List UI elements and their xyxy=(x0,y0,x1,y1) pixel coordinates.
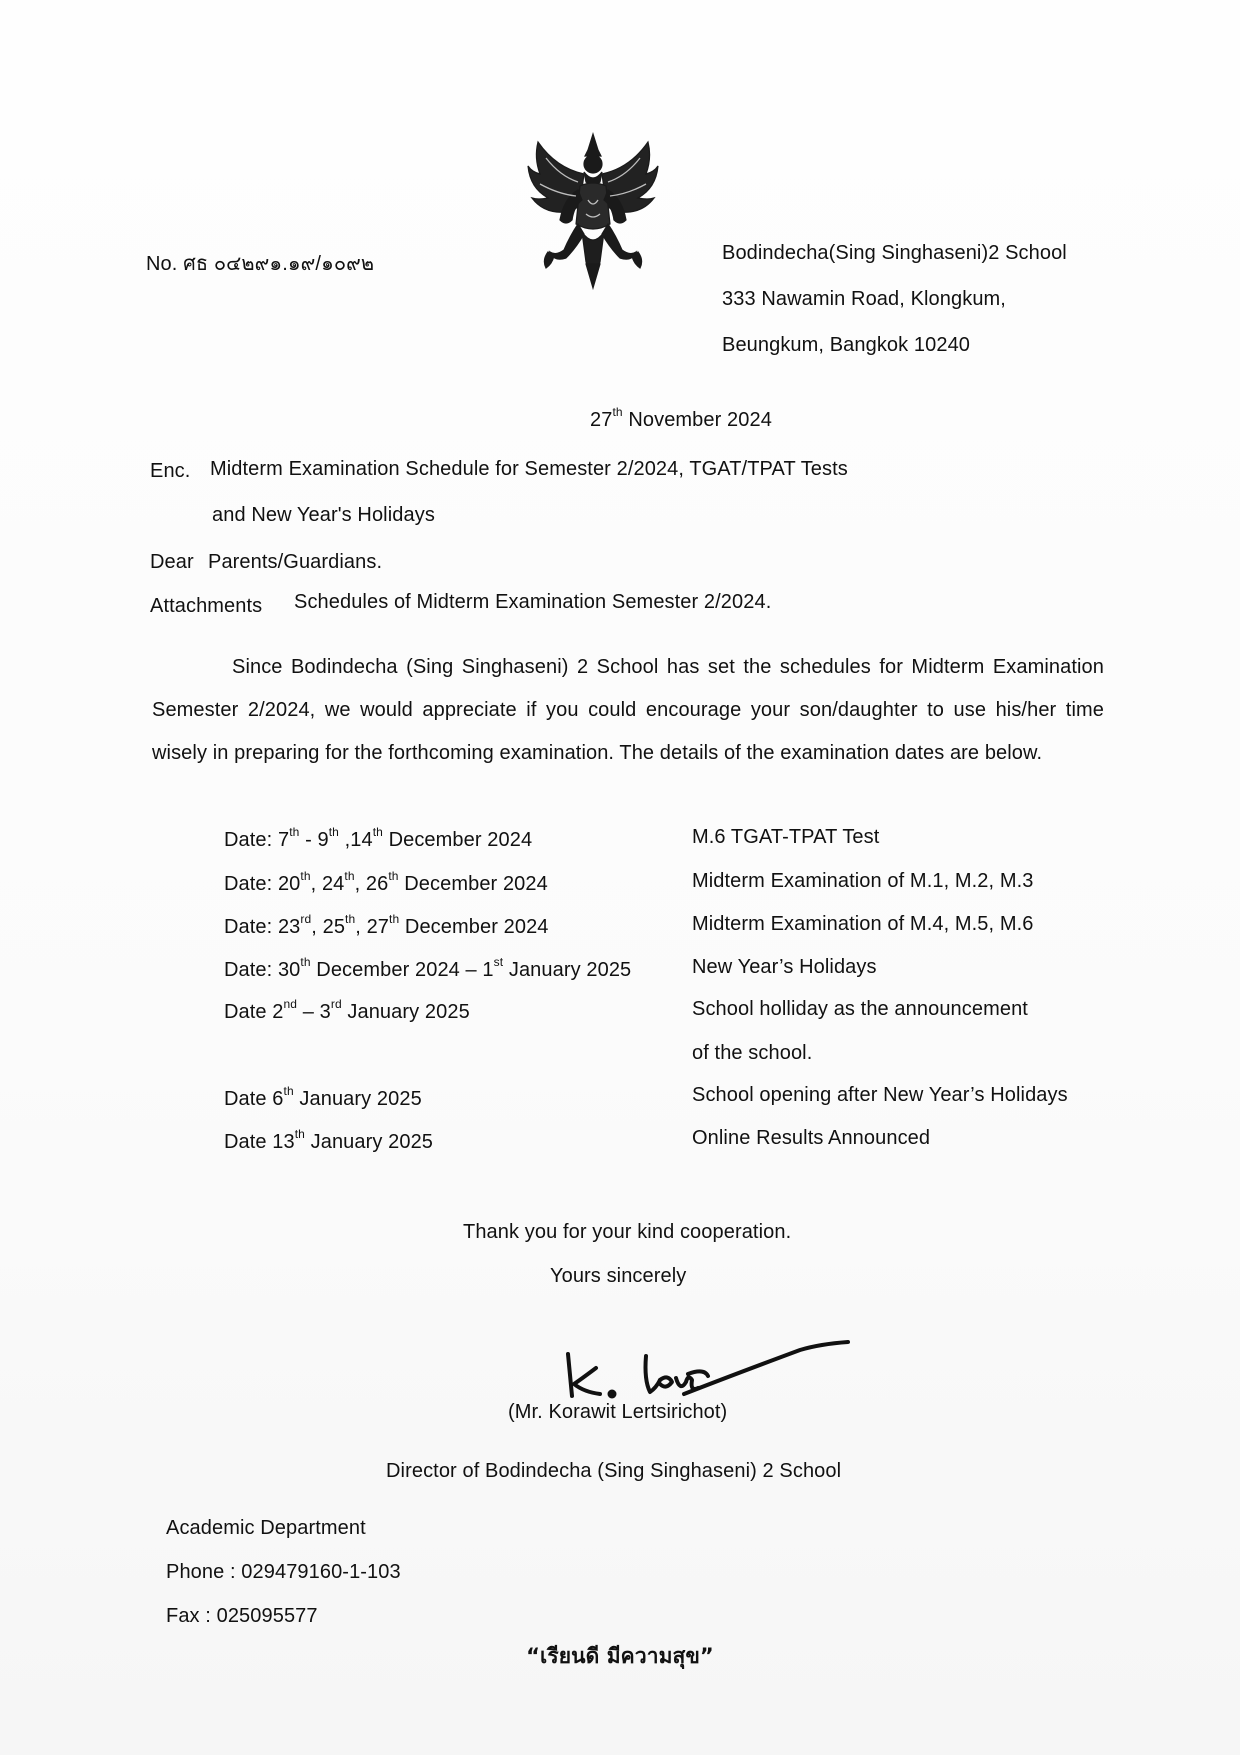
signatory-title: Director of Bodindecha (Sing Singhaseni) 2 School xyxy=(386,1460,842,1482)
schedule-date-4: Date: 30th December 2024 – 1st January 2025 xyxy=(224,955,632,981)
body-paragraph: Since Bodindecha (Sing Singhaseni) 2 School has set the schedules for Midterm Examination Semester 2/2024, we would appreciate if you could encourage your son/daughter to use his/her time wisely in preparing for the forthcoming examination. The details of the examination dates are below. xyxy=(152,656,1104,764)
phone: Phone : 029479160-1-103 xyxy=(166,1561,401,1583)
school-name: Bodindecha(Sing Singhaseni)2 School xyxy=(722,242,1067,264)
schedule-date-5: Date 2nd – 3rd January 2025 xyxy=(224,997,470,1023)
address-line-1: 333 Nawamin Road, Klongkum, xyxy=(722,288,1006,310)
schedule-event-2: Midterm Examination of M.1, M.2, M.3 xyxy=(692,870,1034,892)
school-motto: “เรียนดี มีความสุข” xyxy=(526,1644,714,1668)
schedule-event-4: New Year’s Holidays xyxy=(692,956,877,978)
schedule-event-3: Midterm Examination of M.4, M.5, M.6 xyxy=(692,913,1034,935)
sign-off: Yours sincerely xyxy=(550,1265,687,1287)
department: Academic Department xyxy=(166,1517,366,1539)
subject-line-1: Midterm Examination Schedule for Semester 2/2024, TGAT/TPAT Tests xyxy=(210,458,848,480)
schedule-event-5-line-2: of the school. xyxy=(692,1042,813,1064)
schedule-date-2: Date: 20th, 24th, 26th December 2024 xyxy=(224,869,548,895)
subject-line-2: and New Year's Holidays xyxy=(212,504,435,526)
salutation-label: Dear xyxy=(150,551,194,573)
schedule-date-3: Date: 23rd, 25th, 27th December 2024 xyxy=(224,912,549,938)
address-line-2: Beungkum, Bangkok 10240 xyxy=(722,334,971,356)
attachments-label: Attachments xyxy=(150,595,263,617)
schedule-event-6: School opening after New Year’s Holidays xyxy=(692,1084,1068,1106)
reference-number: No. ศธ ๐๔๒๙๑.๑๙/๑๐๙๒ xyxy=(146,253,375,275)
schedule-event-1: M.6 TGAT-TPAT Test xyxy=(692,826,880,848)
thanks-line: Thank you for your kind cooperation. xyxy=(463,1221,792,1243)
signature-image xyxy=(560,1336,850,1406)
schedule-date-6: Date 6th January 2025 xyxy=(224,1084,422,1110)
attachments-text: Schedules of Midterm Examination Semester 2/2024. xyxy=(294,591,772,613)
fax: Fax : 025095577 xyxy=(166,1605,318,1627)
schedule-date-1: Date: 7th - 9th ,14th December 2024 xyxy=(224,825,533,851)
schedule-event-7: Online Results Announced xyxy=(692,1127,931,1149)
salutation-text: Parents/Guardians. xyxy=(208,551,383,573)
garuda-emblem-icon xyxy=(526,128,660,294)
signatory-name: (Mr. Korawit Lertsirichot) xyxy=(508,1401,728,1423)
schedule-date-7: Date 13th January 2025 xyxy=(224,1127,434,1153)
subject-label: Enc. xyxy=(150,460,191,482)
letter-date: 27th November 2024 xyxy=(590,405,772,431)
schedule-event-5: School holliday as the announcement xyxy=(692,998,1028,1020)
